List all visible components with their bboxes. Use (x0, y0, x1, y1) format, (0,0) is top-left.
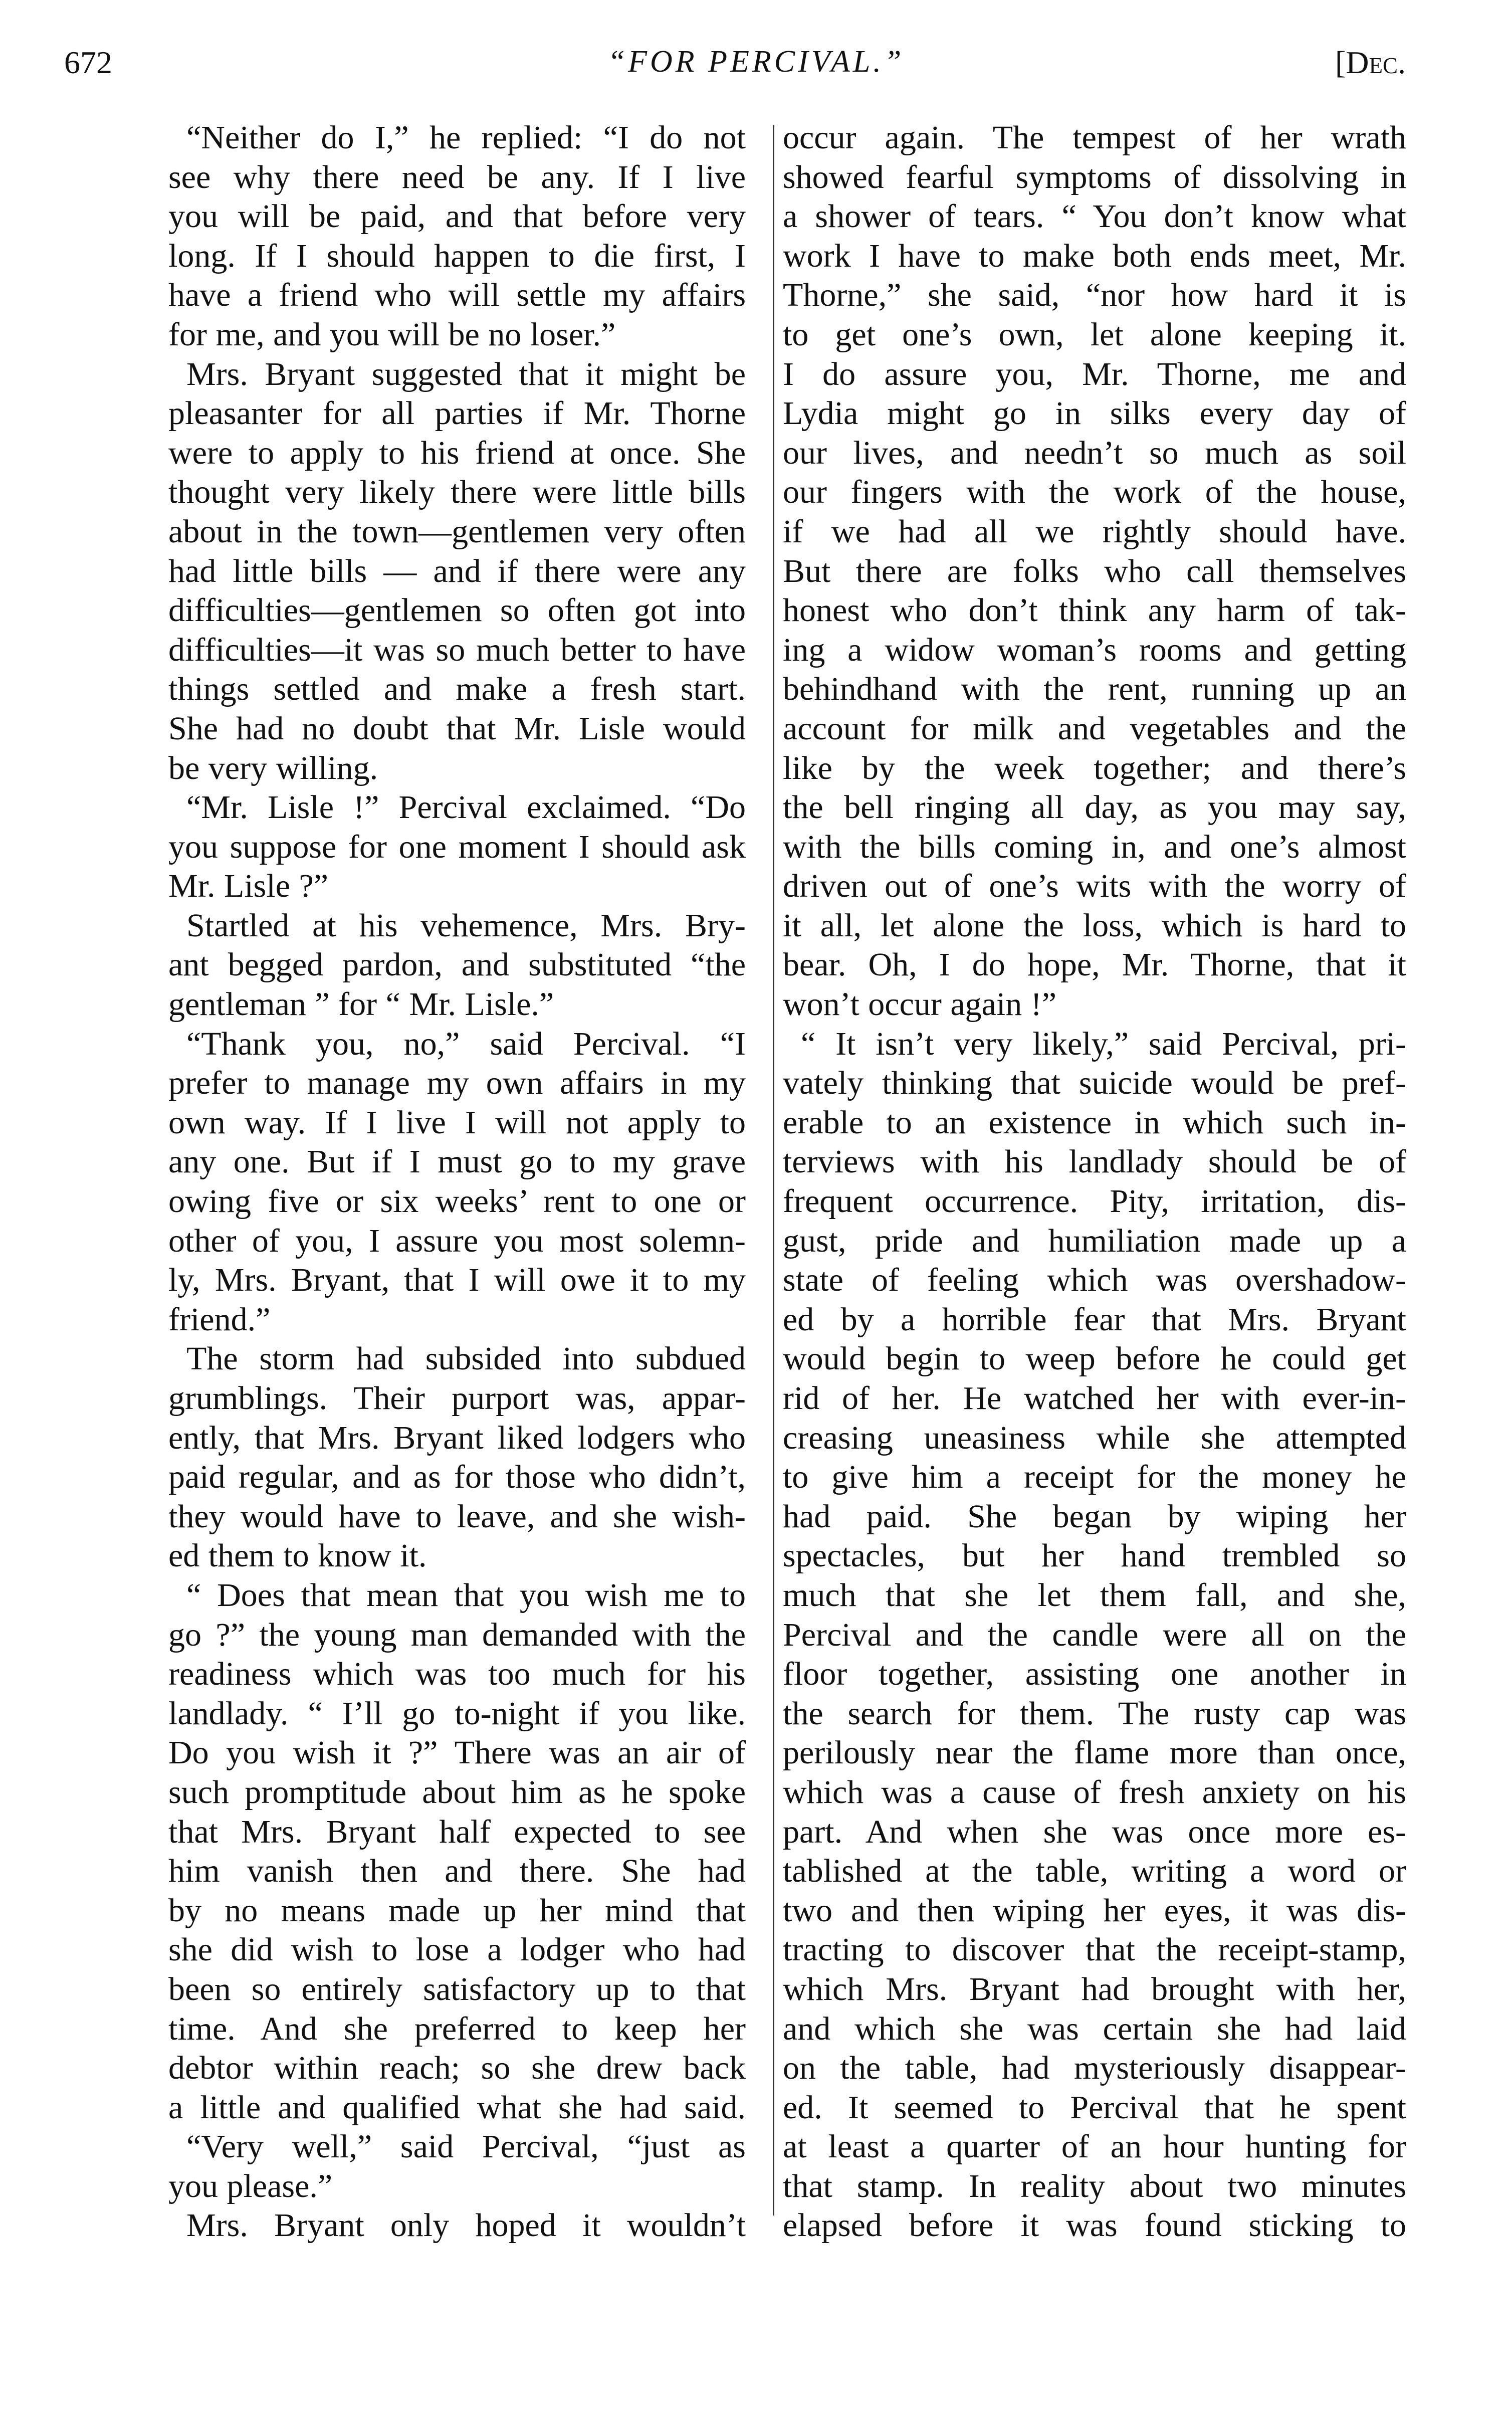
text-line: prefer to manage my own affairs in my (168, 1065, 746, 1102)
text-line: difficulties—it was so much better to have (168, 631, 746, 668)
text-line: such promptitude about him as he spoke (168, 1773, 746, 1811)
text-line: Thorne,” she said, “nor how hard it is (783, 277, 1406, 314)
text-line: part. And when she was once more es- (783, 1813, 1406, 1850)
text-line: any one. But if I must go to my grave (168, 1143, 746, 1180)
text-line: driven out of one’s wits with the worry of (783, 868, 1406, 905)
text-line: “ It isn’t very likely,” said Percival, pri- (801, 1025, 1406, 1062)
text-line: other of you, I assure you most solemn- (168, 1222, 746, 1259)
column-divider-rule (773, 125, 774, 2216)
text-line: two and then wiping her eyes, it was dis- (783, 1892, 1406, 1929)
running-header (0, 35, 1512, 90)
text-line: had little bills — and if there were any (168, 552, 746, 589)
text-line: see why there need be any. If I live (168, 158, 746, 195)
text-line: time. And she preferred to keep her (168, 2010, 746, 2047)
text-line: the search for them. The rusty cap was (783, 1695, 1406, 1732)
text-line: difficulties—gentlemen so often got into (168, 592, 746, 629)
text-line: Lydia might go in silks every day of (783, 395, 1406, 432)
text-line: ently, that Mrs. Bryant liked lodgers who (168, 1419, 746, 1456)
text-line: on the table, had mysteriously disappear- (783, 2050, 1406, 2087)
text-line: our lives, and needn’t so much as soil (783, 434, 1406, 471)
text-line: The storm had subsided into subdued (186, 1340, 746, 1377)
text-line: “Neither do I,” he replied: “I do not (186, 119, 746, 156)
text-line: showed fearful symptoms of dissolving in (783, 158, 1406, 195)
text-line: elapsed before it was found sticking to (783, 2207, 1406, 2244)
right-text-column (783, 118, 1406, 2246)
text-line: it all, let alone the loss, which is hard to (783, 907, 1406, 944)
text-line: grumblings. Their purport was, appar- (168, 1380, 746, 1417)
text-line: landlady. “ I’ll go to-night if you like. (168, 1695, 746, 1732)
text-line: account for milk and vegetables and the (783, 710, 1406, 747)
running-title: “FOR PERCIVAL.” (607, 45, 905, 79)
text-line: much that she let them fall, and she, (783, 1576, 1406, 1614)
text-line: But there are folks who call themselves (783, 552, 1406, 589)
text-line: Mrs. Bryant only hoped it wouldn’t (186, 2207, 746, 2244)
text-line: tablished at the table, writing a word or (783, 1853, 1406, 1890)
text-line: Mrs. Bryant suggested that it might be (186, 355, 746, 392)
issue-month: [Dec. (1335, 45, 1406, 80)
text-line: been so entirely satisfactory up to that (168, 1970, 746, 2007)
text-line: ed. It seemed to Percival that he spent (783, 2089, 1406, 2126)
text-line: you please.” (168, 2167, 333, 2204)
text-line: if we had all we rightly should have. (783, 513, 1406, 550)
text-line: ly, Mrs. Bryant, that I will owe it to my (168, 1262, 746, 1299)
text-line: debtor within reach; so she drew back (168, 2050, 746, 2087)
text-line: would begin to weep before he could get (783, 1340, 1406, 1377)
text-line: for me, and you will be no loser.” (168, 316, 616, 353)
text-line: like by the week together; and there’s (783, 749, 1406, 786)
text-line: behindhand with the rent, running up an (783, 671, 1406, 708)
text-line: occur again. The tempest of her wrath (783, 119, 1406, 156)
text-line: terviews with his landlady should be of (783, 1143, 1406, 1180)
text-line: long. If I should happen to die first, I (168, 237, 746, 274)
text-line: She had no doubt that Mr. Lisle would (168, 710, 746, 747)
text-line: spectacles, but her hand trembled so (783, 1537, 1406, 1574)
text-line: frequent occurrence. Pity, irritation, dis- (783, 1183, 1406, 1220)
text-line: they would have to leave, and she wish- (168, 1498, 746, 1535)
text-line: a shower of tears. “ You don’t know what (783, 198, 1406, 235)
text-line: “ Does that mean that you wish me to (186, 1576, 746, 1614)
text-line: you suppose for one moment I should ask (168, 828, 746, 865)
text-line: ed by a horrible fear that Mrs. Bryant (783, 1301, 1406, 1338)
text-line: thought very likely there were little bills (168, 474, 746, 511)
text-line: our fingers with the work of the house, (783, 474, 1406, 511)
text-line: Mr. Lisle ?” (168, 868, 329, 905)
left-text-column (168, 118, 746, 2246)
text-line: go ?” the young man demanded with the (168, 1616, 746, 1653)
text-line: won’t occur again !” (783, 986, 1057, 1023)
text-line: honest who don’t think any harm of tak- (783, 592, 1406, 629)
text-line: work I have to make both ends meet, Mr. (783, 237, 1406, 274)
text-line: ant begged pardon, and substituted “the (168, 946, 746, 983)
text-line: “Very well,” said Percival, “just as (186, 2128, 746, 2165)
text-line: pleasanter for all parties if Mr. Thorne (168, 395, 746, 432)
text-line: at least a quarter of an hour hunting for (783, 2128, 1406, 2165)
text-line: that Mrs. Bryant half expected to see (168, 1813, 746, 1850)
text-line: a little and qualified what she had said. (168, 2089, 746, 2126)
text-line: perilously near the flame more than once, (783, 1734, 1406, 1771)
text-line: “Thank you, no,” said Percival. “I (186, 1025, 746, 1062)
text-line: you will be paid, and that before very (168, 198, 746, 235)
text-line: were to apply to his friend at once. She (168, 434, 746, 471)
text-line: “Mr. Lisle !” Percival exclaimed. “Do (186, 789, 746, 826)
text-line: rid of her. He watched her with ever-in- (783, 1380, 1406, 1417)
text-line: things settled and make a fresh start. (168, 671, 746, 708)
text-line: bear. Oh, I do hope, Mr. Thorne, that it (783, 946, 1406, 983)
text-line: ing a widow woman’s rooms and getting (783, 631, 1406, 668)
text-line: erable to an existence in which such in- (783, 1104, 1406, 1141)
text-line: state of feeling which was overshadow- (783, 1262, 1406, 1299)
text-line: Do you wish it ?” There was an air of (168, 1734, 746, 1771)
text-line: floor together, assisting one another in (783, 1656, 1406, 1693)
text-line: to get one’s own, let alone keeping it. (783, 316, 1406, 353)
text-line: paid regular, and as for those who didn’t, (168, 1459, 746, 1496)
text-line: creasing uneasiness while she attempted (783, 1419, 1406, 1456)
text-line: friend.” (168, 1301, 271, 1338)
text-line: gentleman ” for “ Mr. Lisle.” (168, 986, 554, 1023)
text-line: to give him a receipt for the money he (783, 1459, 1406, 1496)
text-line: owing five or six weeks’ rent to one or (168, 1183, 746, 1220)
page-number: 672 (64, 45, 112, 80)
text-line: and which she was certain she had laid (783, 2010, 1406, 2047)
text-line: Startled at his vehemence, Mrs. Bry- (186, 907, 746, 944)
text-line: gust, pride and humiliation made up a (783, 1222, 1406, 1259)
text-line: have a friend who will settle my affairs (168, 277, 746, 314)
text-line: ed them to know it. (168, 1537, 427, 1574)
text-line: own way. If I live I will not apply to (168, 1104, 746, 1141)
text-line: him vanish then and there. She had (168, 1853, 746, 1890)
text-line: the bell ringing all day, as you may say, (783, 789, 1406, 826)
text-line: which was a cause of fresh anxiety on his (783, 1773, 1406, 1811)
text-line: vately thinking that suicide would be pref- (783, 1065, 1406, 1102)
text-line: that stamp. In reality about two minutes (783, 2167, 1406, 2204)
text-line: which Mrs. Bryant had brought with her, (783, 1970, 1406, 2007)
text-line: she did wish to lose a lodger who had (168, 1931, 746, 1968)
text-line: be very willing. (168, 749, 378, 786)
text-line: Percival and the candle were all on the (783, 1616, 1406, 1653)
text-line: had paid. She began by wiping her (783, 1498, 1406, 1535)
text-line: by no means made up her mind that (168, 1892, 746, 1929)
text-line: I do assure you, Mr. Thorne, me and (783, 355, 1406, 392)
text-line: with the bills coming in, and one’s almost (783, 828, 1406, 865)
text-line: about in the town—gentlemen very often (168, 513, 746, 550)
text-line: readiness which was too much for his (168, 1656, 746, 1693)
text-line: tracting to discover that the receipt-stamp, (783, 1931, 1406, 1968)
